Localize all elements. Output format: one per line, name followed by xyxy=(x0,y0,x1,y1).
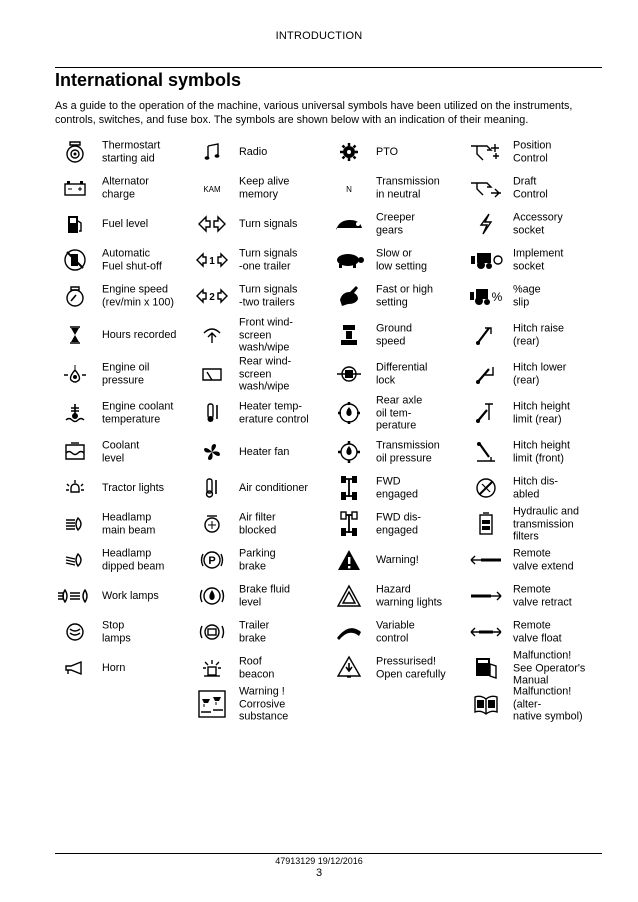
symbol-label: Fuel level xyxy=(102,217,149,230)
symbol-entry xyxy=(329,170,466,206)
symbol-label: Radio xyxy=(239,145,268,158)
symbol-entry xyxy=(192,134,329,170)
symbol-entry xyxy=(192,434,329,470)
symbol-label: Coolant level xyxy=(102,439,140,464)
symbol-entry xyxy=(55,506,192,542)
symbol-label: Trailer brake xyxy=(239,619,270,644)
symbol-entry xyxy=(192,614,329,650)
symbol-label: Accessory socket xyxy=(513,211,563,236)
fwd-engaged-icon xyxy=(329,475,369,501)
symbol-label: Remote valve retract xyxy=(513,583,572,608)
symbol-entry xyxy=(466,650,615,686)
footer-document-code: 47913129 19/12/2016 xyxy=(275,856,363,866)
svg-text:%: % xyxy=(491,290,503,304)
fuel-shutoff-icon xyxy=(55,247,95,273)
symbol-label: Creeper gears xyxy=(376,211,416,236)
rear-axle-oil-temperature-icon xyxy=(329,400,369,426)
turtle-icon xyxy=(329,247,369,273)
symbol-entry xyxy=(55,542,192,578)
headlamp-main-beam-icon xyxy=(55,511,95,537)
empty-cell xyxy=(55,686,192,722)
remote-valve-extend-icon xyxy=(466,547,506,573)
symbol-label: Pressurised! Open carefully xyxy=(376,655,446,680)
variable-control-icon xyxy=(329,619,369,645)
svg-text:1: 1 xyxy=(209,256,215,267)
symbol-entry xyxy=(329,506,466,542)
symbol-entry xyxy=(192,242,329,278)
symbol-label: Warning ! Corrosive substance xyxy=(239,685,289,723)
tractor-lights-icon xyxy=(55,475,95,501)
hazard-lights-icon xyxy=(329,583,369,609)
symbol-entry xyxy=(466,506,615,542)
implement-socket-icon xyxy=(466,247,506,273)
symbol-label: Remote valve float xyxy=(513,619,562,644)
symbol-entry xyxy=(329,470,466,506)
symbol-label: Slow or low setting xyxy=(376,247,428,272)
turn-signal-two-trailers-icon xyxy=(192,283,232,309)
symbol-entry xyxy=(329,542,466,578)
symbol-entry xyxy=(55,470,192,506)
symbol-label: Hitch lower (rear) xyxy=(513,361,567,386)
symbol-entry xyxy=(329,278,466,314)
symbol-label: Engine coolant temperature xyxy=(102,400,174,425)
symbol-label: Malfunction! (alter- native symbol) xyxy=(513,685,583,723)
symbol-label: Engine oil pressure xyxy=(102,361,150,386)
symbol-entry xyxy=(55,650,192,686)
symbol-label: Implement socket xyxy=(513,247,564,272)
symbol-label: Brake fluid level xyxy=(239,583,291,608)
symbol-label: Malfunction! See Operator's Manual xyxy=(513,649,586,687)
symbol-label: Ground speed xyxy=(376,322,413,347)
symbol-entry xyxy=(329,434,466,470)
work-lamps-icon xyxy=(55,583,95,609)
symbol-label: Engine speed (rev/min x 100) xyxy=(102,283,174,308)
symbol-entry xyxy=(466,242,615,278)
remote-valve-retract-icon xyxy=(466,583,506,609)
symbol-label: Tractor lights xyxy=(102,481,164,494)
symbol-entry xyxy=(329,242,466,278)
empty-cell xyxy=(329,686,466,722)
hydraulic-filters-icon xyxy=(466,511,506,537)
transmission-oil-pressure-icon xyxy=(329,439,369,465)
symbol-label: Air conditioner xyxy=(239,481,309,494)
stop-lamps-icon xyxy=(55,619,95,645)
coolant-temperature-icon xyxy=(55,400,95,426)
symbol-label: Hitch dis- abled xyxy=(513,475,558,500)
ground-speed-icon xyxy=(329,322,369,348)
fwd-disengaged-icon xyxy=(329,511,369,537)
symbol-entry xyxy=(55,278,192,314)
top-rule xyxy=(55,67,602,68)
turn-signal-one-trailer-icon xyxy=(192,247,232,273)
running-header: INTRODUCTION xyxy=(275,30,363,42)
air-conditioner-icon xyxy=(192,475,232,501)
symbol-label: Transmission in neutral xyxy=(376,175,440,200)
symbol-entry xyxy=(192,314,329,356)
symbol-entry xyxy=(55,578,192,614)
symbol-entry xyxy=(466,278,615,314)
symbol-entry xyxy=(329,578,466,614)
svg-text:KAM: KAM xyxy=(203,185,221,194)
roof-beacon-icon xyxy=(192,655,232,681)
symbol-label: Fast or high setting xyxy=(376,283,434,308)
symbol-entry xyxy=(192,506,329,542)
symbol-entry xyxy=(192,170,329,206)
symbol-label: FWD dis- engaged xyxy=(376,511,421,536)
symbol-entry xyxy=(55,206,192,242)
air-filter-icon xyxy=(192,511,232,537)
thermostart-icon xyxy=(55,139,95,165)
symbol-label: Position Control xyxy=(513,139,552,164)
symbol-label: Front wind- screen wash/wipe xyxy=(239,316,294,354)
svg-text:N: N xyxy=(346,185,352,194)
symbol-label: Air filter blocked xyxy=(239,511,277,536)
symbol-label: Keep alive memory xyxy=(239,175,290,200)
symbol-entry xyxy=(466,542,615,578)
hourglass-icon xyxy=(55,322,95,348)
hitch-height-front-icon xyxy=(466,439,506,465)
symbol-label: Thermostart starting aid xyxy=(102,139,161,164)
svg-text:P: P xyxy=(208,555,216,567)
symbol-entry xyxy=(466,134,615,170)
symbol-entry xyxy=(329,392,466,434)
symbol-label: Warning! xyxy=(376,553,419,566)
symbol-entry xyxy=(55,356,192,392)
engine-speed-icon xyxy=(55,283,95,309)
symbol-label: Heater temp- erature control xyxy=(239,400,309,425)
symbol-entry xyxy=(329,206,466,242)
symbol-entry xyxy=(192,206,329,242)
symbol-entry xyxy=(55,134,192,170)
pto-icon xyxy=(329,139,369,165)
symbol-label: Alternator charge xyxy=(102,175,149,200)
remote-valve-float-icon xyxy=(466,619,506,645)
symbol-label: Automatic Fuel shut-off xyxy=(102,247,162,272)
heater-fan-icon xyxy=(192,439,232,465)
malfunction-manual-icon xyxy=(466,655,506,681)
symbol-label: Hydraulic and transmission filters xyxy=(513,505,580,543)
trailer-brake-icon xyxy=(192,619,232,645)
symbol-label: Rear axle oil tem- perature xyxy=(376,394,423,432)
symbol-label: Roof beacon xyxy=(239,655,275,680)
symbol-entry xyxy=(466,686,615,722)
coolant-level-icon xyxy=(55,439,95,465)
fuel-pump-icon xyxy=(55,211,95,237)
symbol-label: Variable control xyxy=(376,619,415,644)
rabbit-icon xyxy=(329,283,369,309)
symbol-entry xyxy=(466,578,615,614)
symbol-label: Hitch raise (rear) xyxy=(513,322,565,347)
parking-brake-icon xyxy=(192,547,232,573)
warning-icon xyxy=(329,547,369,573)
symbol-label: Rear wind- screen wash/wipe xyxy=(239,355,292,393)
symbol-entry xyxy=(329,134,466,170)
symbol-label: Hitch height limit (front) xyxy=(513,439,571,464)
bottom-rule xyxy=(55,853,602,854)
battery-icon xyxy=(55,175,95,201)
symbol-entry xyxy=(192,578,329,614)
symbol-entry xyxy=(466,434,615,470)
footer-page-number: 3 xyxy=(315,867,323,879)
engine-oil-pressure-icon xyxy=(55,361,95,387)
malfunction-alt-icon xyxy=(466,691,506,717)
rear-wiper-icon xyxy=(192,361,232,387)
corrosive-icon xyxy=(192,691,232,717)
symbol-label: Headlamp main beam xyxy=(102,511,156,536)
page-title: International symbols xyxy=(55,70,242,90)
symbol-entry xyxy=(329,314,466,356)
symbol-entry xyxy=(55,314,192,356)
pressurised-icon xyxy=(329,655,369,681)
symbol-entry xyxy=(329,356,466,392)
intro-paragraph: As a guide to the operation of the machine, various universal symbols have been utilized on the instruments, controls, switches, and fuse box. The symbols are shown below with an indication of their meaning. xyxy=(55,100,573,126)
symbol-grid xyxy=(55,134,615,802)
symbol-entry xyxy=(192,356,329,392)
symbol-entry xyxy=(55,392,192,434)
symbol-label: Heater fan xyxy=(239,445,290,458)
symbol-label: PTO xyxy=(376,145,398,158)
kam-icon xyxy=(192,175,232,201)
symbol-label: Headlamp dipped beam xyxy=(102,547,165,572)
turn-signals-icon xyxy=(192,211,232,237)
symbol-entry xyxy=(329,614,466,650)
symbol-entry xyxy=(192,542,329,578)
position-control-icon xyxy=(466,139,506,165)
heater-temperature-icon xyxy=(192,400,232,426)
symbol-label: Horn xyxy=(102,661,126,674)
symbol-label: FWD engaged xyxy=(376,475,419,500)
symbol-label: Transmission oil pressure xyxy=(376,439,440,464)
symbol-entry xyxy=(55,170,192,206)
symbol-entry xyxy=(55,242,192,278)
symbol-entry xyxy=(55,614,192,650)
horn-icon xyxy=(55,655,95,681)
creeper-gears-icon xyxy=(329,211,369,237)
symbol-entry xyxy=(466,356,615,392)
symbol-label: Parking brake xyxy=(239,547,276,572)
hitch-height-rear-icon xyxy=(466,400,506,426)
symbol-label: Turn signals -two trailers xyxy=(239,283,298,308)
headlamp-dipped-beam-icon xyxy=(55,547,95,573)
symbol-label: Stop lamps xyxy=(102,619,131,644)
symbol-label: Turn signals xyxy=(239,217,298,230)
symbol-entry xyxy=(466,614,615,650)
symbol-label: Remote valve extend xyxy=(513,547,574,572)
symbol-entry xyxy=(192,470,329,506)
symbol-entry xyxy=(192,278,329,314)
draft-control-icon xyxy=(466,175,506,201)
symbol-label: Hazard warning lights xyxy=(376,583,443,608)
symbol-entry xyxy=(466,392,615,434)
brake-fluid-icon xyxy=(192,583,232,609)
symbol-entry xyxy=(466,470,615,506)
radio-icon xyxy=(192,139,232,165)
symbol-entry xyxy=(55,434,192,470)
differential-lock-icon xyxy=(329,361,369,387)
svg-text:2: 2 xyxy=(209,292,215,303)
symbol-label: Hitch height limit (rear) xyxy=(513,400,571,425)
symbol-entry xyxy=(466,314,615,356)
symbol-entry xyxy=(192,392,329,434)
neutral-icon xyxy=(329,175,369,201)
symbol-label: %age slip xyxy=(513,283,541,308)
symbol-entry xyxy=(466,206,615,242)
percent-slip-icon xyxy=(466,283,506,309)
symbol-entry xyxy=(466,170,615,206)
front-wiper-icon xyxy=(192,322,232,348)
symbol-label: Turn signals -one trailer xyxy=(239,247,298,272)
symbol-label: Differential lock xyxy=(376,361,428,386)
hitch-lower-icon xyxy=(466,361,506,387)
symbol-label: Hours recorded xyxy=(102,328,177,341)
symbol-label: Work lamps xyxy=(102,589,159,602)
hitch-raise-icon xyxy=(466,322,506,348)
hitch-disabled-icon xyxy=(466,475,506,501)
symbol-entry xyxy=(329,650,466,686)
symbol-entry xyxy=(192,686,329,722)
symbol-label: Draft Control xyxy=(513,175,548,200)
symbol-entry xyxy=(192,650,329,686)
accessory-socket-icon xyxy=(466,211,506,237)
